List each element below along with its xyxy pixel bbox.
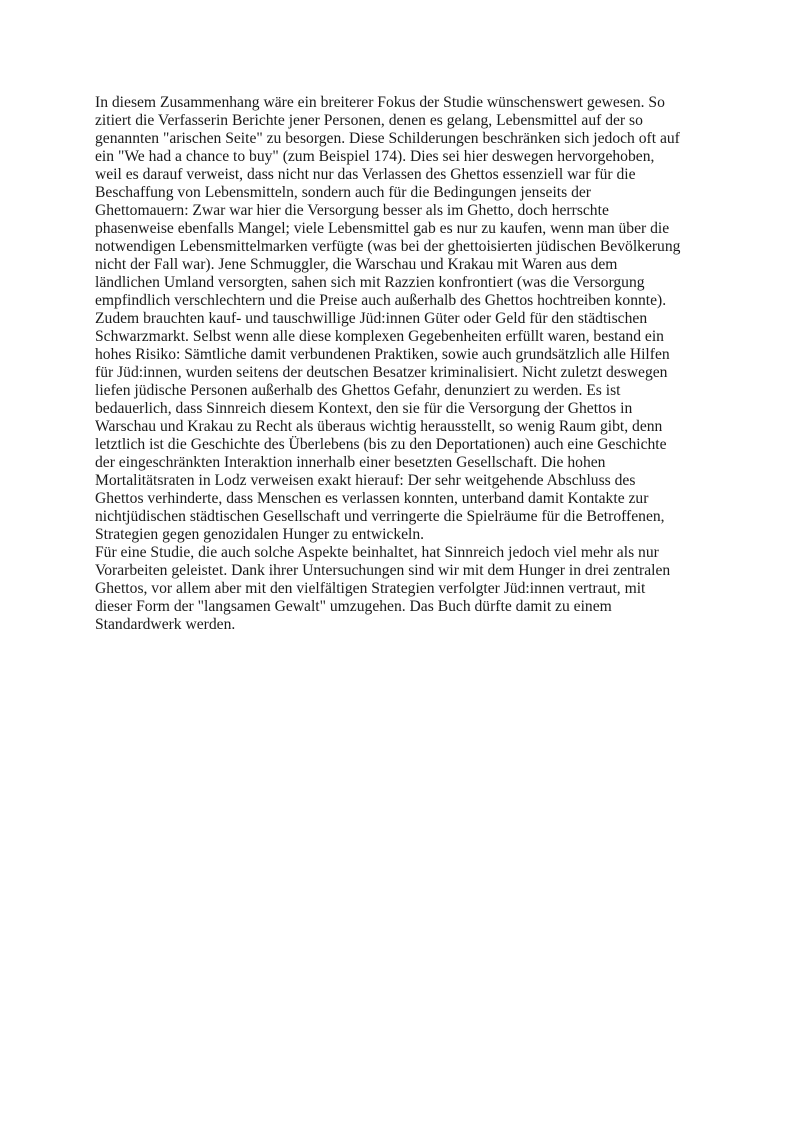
text-line: empfindlich verschlechtern und die Preise auch außerhalb des Ghettos hochtreiben konnte). <box>95 292 667 309</box>
text-line: Ghettomauern: Zwar war hier die Versorgung besser als im Ghetto, doch herrschte <box>95 202 609 219</box>
text-line: notwendigen Lebensmittelmarken verfügte (was bei der ghettoisierten jüdischen Bevölkerung <box>95 238 681 255</box>
text-line: für Jüd:innen, wurden seitens der deutschen Besatzer kriminalisiert. Nicht zuletzt deswegen <box>95 364 668 381</box>
paragraph <box>95 94 715 544</box>
text-line: In diesem Zusammenhang wäre ein breiterer Fokus der Studie wünschenswert gewesen. So <box>95 94 665 111</box>
document-body-text <box>95 94 715 634</box>
text-line: Mortalitätsraten in Lodz verweisen exakt hierauf: Der sehr weitgehende Abschluss des <box>95 472 636 489</box>
text-line: Ghettos, vor allem aber mit den vielfältigen Strategien verfolgter Jüd:innen vertraut, mit <box>95 580 646 597</box>
text-line: zitiert die Verfasserin Berichte jener Personen, denen es gelang, Lebensmittel auf der so <box>95 112 643 129</box>
text-line: Für eine Studie, die auch solche Aspekte beinhaltet, hat Sinnreich jedoch viel mehr als nur <box>95 544 659 561</box>
text-line: Vorarbeiten geleistet. Dank ihrer Untersuchungen sind wir mit dem Hunger in drei zentralen <box>95 562 671 579</box>
text-line: phasenweise ebenfalls Mangel; viele Lebensmittel gab es nur zu kaufen, wenn man über die <box>95 220 670 237</box>
text-line: hohes Risiko: Sämtliche damit verbundenen Praktiken, sowie auch grundsätzlich alle Hilfen <box>95 346 670 363</box>
text-line: Zudem brauchten kauf- und tauschwillige Jüd:innen Güter oder Geld für den städtischen <box>95 310 648 327</box>
text-line: Ghettos verhinderte, dass Menschen es verlassen konnten, unterband damit Kontakte zur <box>95 490 649 507</box>
paragraph <box>95 544 715 634</box>
text-line: Schwarzmarkt. Selbst wenn alle diese komplexen Gegebenheiten erfüllt waren, bestand ein <box>95 328 664 345</box>
text-line: ein "We had a chance to buy" (zum Beispiel 174). Dies sei hier deswegen hervorgehoben, <box>95 148 655 165</box>
text-line: Warschau und Krakau zu Recht als überaus wichtig herausstellt, so wenig Raum gibt, denn <box>95 418 663 435</box>
text-line: letztlich ist die Geschichte des Überlebens (bis zu den Deportationen) auch eine Geschichte <box>95 436 667 453</box>
text-line: dieser Form der "langsamen Gewalt" umzugehen. Das Buch dürfte damit zu einem <box>95 598 612 615</box>
text-line: Standardwerk werden. <box>95 616 236 633</box>
text-line: ländlichen Umland versorgten, sahen sich mit Razzien konfrontiert (was die Versorgung <box>95 274 645 291</box>
text-line: Strategien gegen genozidalen Hunger zu entwickeln. <box>95 526 425 543</box>
text-line: nicht der Fall war). Jene Schmuggler, die Warschau und Krakau mit Waren aus dem <box>95 256 618 273</box>
text-line: nichtjüdischen städtischen Gesellschaft und verringerte die Spielräume für die Betroffenen, <box>95 508 665 525</box>
text-line: weil es darauf verweist, dass nicht nur das Verlassen des Ghettos essenziell war für die <box>95 166 636 183</box>
text-line: genannten "arischen Seite" zu besorgen. Diese Schilderungen beschränken sich jedoch oft auf <box>95 130 680 147</box>
text-line: der eingeschränkten Interaktion innerhalb einer besetzten Gesellschaft. Die hohen <box>95 454 606 471</box>
text-line: liefen jüdische Personen außerhalb des Ghettos Gefahr, denunziert zu werden. Es ist <box>95 382 621 399</box>
text-line: bedauerlich, dass Sinnreich diesem Kontext, den sie für die Versorgung der Ghettos in <box>95 400 633 417</box>
text-line: Beschaffung von Lebensmitteln, sondern auch für die Bedingungen jenseits der <box>95 184 591 201</box>
